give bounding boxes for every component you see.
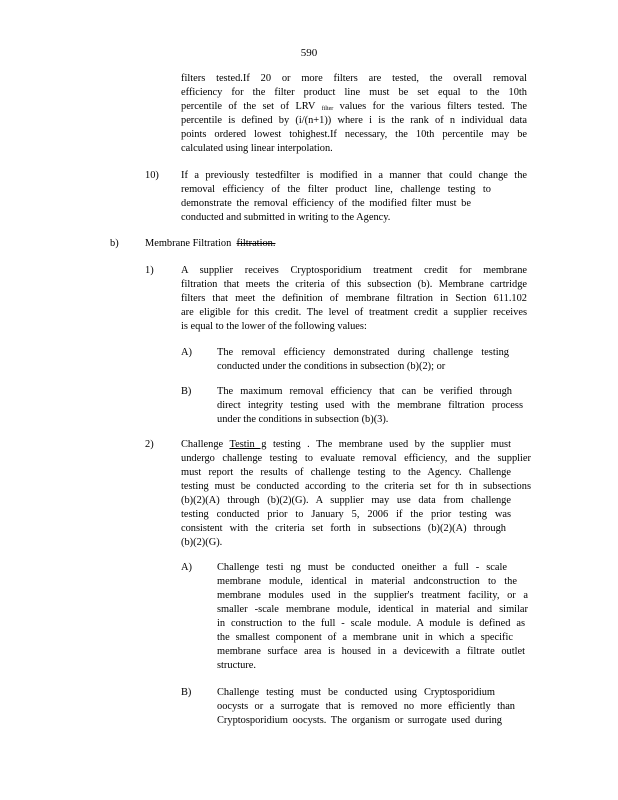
text-line: (b)(2)(G). (181, 537, 223, 548)
text-line: demonstrate the removal efficiency of the modified filter must be (181, 198, 471, 209)
text-line: in construction to the full - scale module. A module is defined as (217, 618, 525, 629)
underlined-text: Testin g (229, 439, 267, 450)
text-line: conducted under the conditions in subsection (b)(2); or (217, 361, 446, 372)
text-line: testing must be conducted according to the criteria set for th in subsections (181, 481, 531, 492)
text-line: points ordered lowest tohighest.If necessary, the 10th percentile may be (181, 129, 527, 140)
text-line: membrane surface area is housed in a devicewith a filtrate outlet (217, 646, 525, 657)
text-line: The removal efficiency demonstrated during challenge testing (217, 347, 509, 358)
text-line: testing conducted prior to January 5, 2006 if the prior testing was (181, 509, 511, 520)
text-line: Cryptosporidium oocysts. The organism or surrogate used during (217, 715, 502, 726)
struck-text: filtration. (236, 238, 276, 249)
text-line: under the conditions in subsection (b)(3). (217, 414, 389, 425)
item-label: 10) (145, 170, 159, 181)
text-line: filtration that meets the criteria of this subsection (b). Membrane cartridge (181, 279, 527, 290)
text-line: filters tested.If 20 or more filters are tested, the overall removal (181, 73, 527, 84)
item-label: A) (181, 347, 192, 358)
text-line: the smallest component of a membrane unit in which a specific (217, 632, 513, 643)
text-line: conducted and submitted in writing to the Agency. (181, 212, 391, 223)
text-line: Challenge Testin g testing . The membrane used by the supplier must (181, 439, 511, 450)
text-line: direct integrity testing used with the membrane filtration process (217, 400, 523, 411)
item-label: 2) (145, 439, 154, 450)
item-label: 1) (145, 265, 154, 276)
item-label: A) (181, 562, 192, 573)
text-line: removal efficiency of the filter product line, challenge testing to (181, 184, 491, 195)
text-line: The maximum removal efficiency that can be verified through (217, 386, 512, 397)
text-line: is equal to the lower of the following values: (181, 321, 367, 332)
text-line: (b)(2)(A) through (b)(2)(G). A supplier may use data from challenge (181, 495, 511, 506)
section-title: Membrane Filtration filtration. (145, 238, 276, 249)
item-label: B) (181, 687, 192, 698)
text-line: percentile is defined by (i/(n+1)) where i is the rank of n individual data (181, 115, 527, 126)
text-line: percentile of the set of LRV filter values for the various filters tested. The (181, 101, 527, 112)
text-line: are eligible for this credit. The level of treatment credit a supplier receives (181, 307, 527, 318)
text-line: must report the results of challenge testing to the Agency. Challenge (181, 467, 511, 478)
text-line: undergo challenge testing to evaluate removal efficiency, and the supplier (181, 453, 531, 464)
section-label: b) (110, 238, 119, 249)
text-line: filters that meet the definition of membrane filtration in Section 611.102 (181, 293, 527, 304)
text-line: membrane modules used in the supplier's treatment facility, or a (217, 590, 528, 601)
text-line: smaller -scale membrane module, identical in material and similar (217, 604, 528, 615)
item-label: B) (181, 386, 192, 397)
page-number: 590 (300, 47, 318, 59)
text-line: oocysts or a surrogate that is removed no more efficiently than (217, 701, 515, 712)
text-line: consistent with the criteria set forth in subsections (b)(2)(A) through (181, 523, 506, 534)
text-line: Challenge testi ng must be conducted oneither a full - scale (217, 562, 507, 573)
text-line: membrane module, identical in material andconstruction to the (217, 576, 517, 587)
text-line: calculated using linear interpolation. (181, 143, 333, 154)
text-line: efficiency for the filter product line must be set equal to the 10th (181, 87, 527, 98)
text-line: If a previously testedfilter is modified in a manner that could change the (181, 170, 527, 181)
text-line: A supplier receives Cryptosporidium treatment credit for membrane (181, 265, 527, 276)
text-line: Challenge testing must be conducted using Cryptosporidium (217, 687, 495, 698)
text-line: structure. (217, 660, 256, 671)
